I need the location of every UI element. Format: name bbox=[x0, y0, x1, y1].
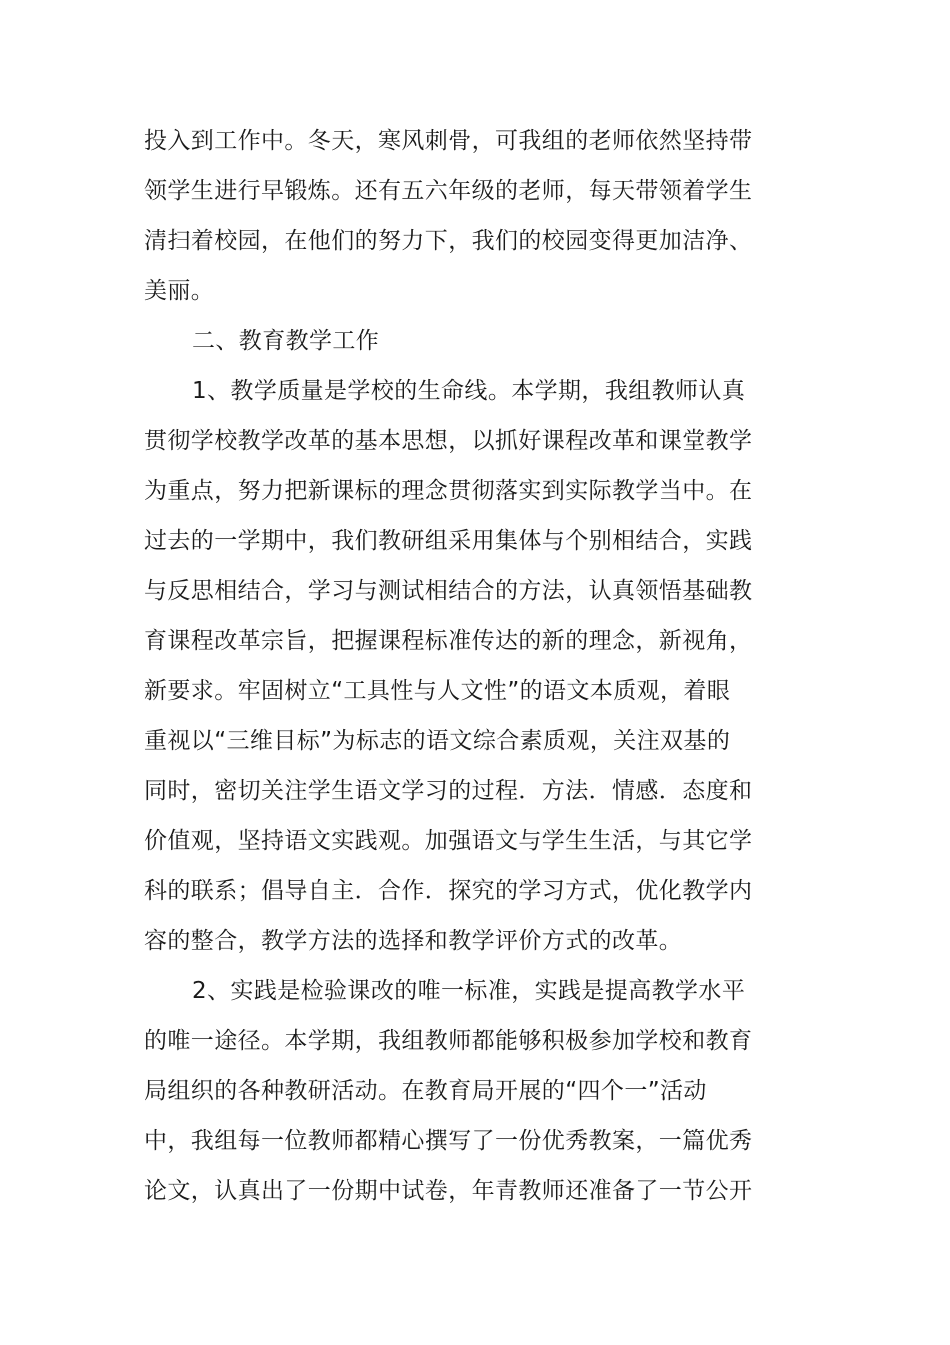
text-line-15: 价值观，坚持语文实践观。加强语文与学生生活，与其它学 bbox=[144, 828, 753, 854]
text-line-2: 领学生进行早锻炼。还有五六年级的老师，每天带领着学生 bbox=[144, 178, 753, 204]
text-line-14: 同时，密切关注学生语文学习的过程．方法．情感．态度和 bbox=[144, 778, 753, 804]
text-line-16: 科的联系；倡导自主．合作．探究的学习方式，优化教学内 bbox=[144, 878, 753, 904]
text-line-4: 美丽。 bbox=[144, 278, 215, 304]
paragraph-1-start: 1、教学质量是学校的生命线。本学期，我组教师认真 bbox=[192, 378, 746, 404]
text-line-3: 清扫着校园，在他们的努力下，我们的校园变得更加洁净、 bbox=[144, 228, 753, 254]
text-line-12: 新要求。牢固树立“工具性与人文性”的语文本质观，着眼 bbox=[144, 678, 731, 704]
text-line-20: 局组织的各种教研活动。在教育局开展的“四个一”活动 bbox=[144, 1078, 707, 1104]
text-line-11: 育课程改革宗旨，把握课程标准传达的新的理念，新视角， bbox=[144, 628, 753, 654]
text-line-10: 与反思相结合，学习与测试相结合的方法，认真领悟基础教 bbox=[144, 578, 753, 604]
text-line-13: 重视以“三维目标”为标志的语文综合素质观，关注双基的 bbox=[144, 728, 731, 754]
section-heading: 二、教育教学工作 bbox=[192, 328, 380, 354]
paragraph-2-start: 2、实践是检验课改的唯一标准，实践是提高教学水平 bbox=[192, 978, 746, 1004]
text-line-7: 贯彻学校教学改革的基本思想，以抓好课程改革和课堂教学 bbox=[144, 428, 753, 454]
text-line-1: 投入到工作中。冬天，寒风刺骨，可我组的老师依然坚持带 bbox=[144, 128, 753, 154]
body-text bbox=[144, 116, 753, 1216]
text-line-8: 为重点，努力把新课标的理念贯彻落实到实际教学当中。在 bbox=[144, 478, 753, 504]
text-line-21: 中，我组每一位教师都精心撰写了一份优秀教案，一篇优秀 bbox=[144, 1128, 753, 1154]
text-line-17: 容的整合，教学方法的选择和教学评价方式的改革。 bbox=[144, 928, 683, 954]
text-line-19: 的唯一途径。本学期，我组教师都能够积极参加学校和教育 bbox=[144, 1028, 753, 1054]
text-line-9: 过去的一学期中，我们教研组采用集体与个别相结合，实践 bbox=[144, 528, 753, 554]
text-line-22: 论文，认真出了一份期中试卷，年青教师还准备了一节公开 bbox=[144, 1178, 753, 1204]
